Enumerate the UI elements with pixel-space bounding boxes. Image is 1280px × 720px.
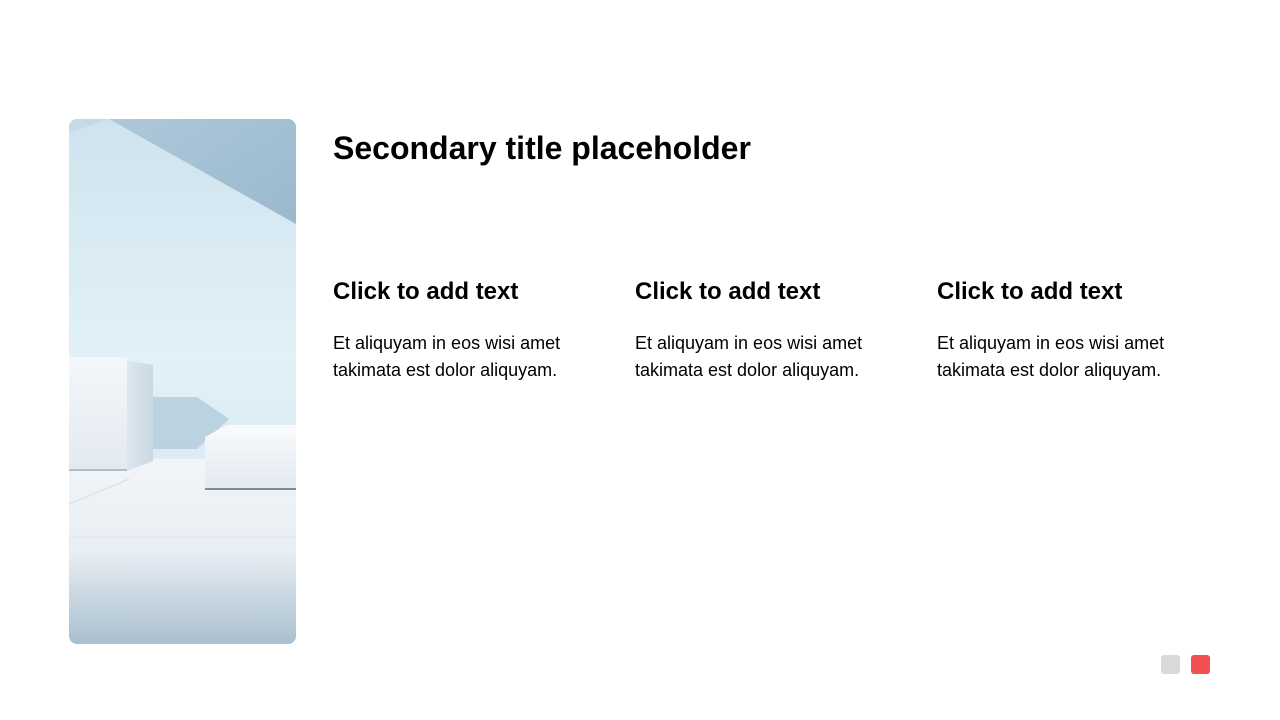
- text-column-1: [333, 276, 603, 384]
- column-heading[interactable]: Click to add text: [333, 278, 519, 305]
- pager-square-inactive: [1161, 655, 1180, 674]
- column-heading[interactable]: Click to add text: [937, 278, 1123, 305]
- column-heading[interactable]: Click to add text: [635, 278, 821, 305]
- architecture-photo: [69, 119, 296, 644]
- column-body[interactable]: Et aliquyam in eos wisi amet takimata est dolor aliquyam.: [333, 333, 561, 380]
- page-title[interactable]: Secondary title placeholder: [333, 130, 751, 166]
- column-body[interactable]: Et aliquyam in eos wisi amet takimata est dolor aliquyam.: [937, 333, 1165, 380]
- pager-square-active: [1191, 655, 1210, 674]
- text-column-2: [635, 276, 905, 384]
- text-column-3: [937, 276, 1207, 384]
- column-body[interactable]: Et aliquyam in eos wisi amet takimata est dolor aliquyam.: [635, 333, 863, 380]
